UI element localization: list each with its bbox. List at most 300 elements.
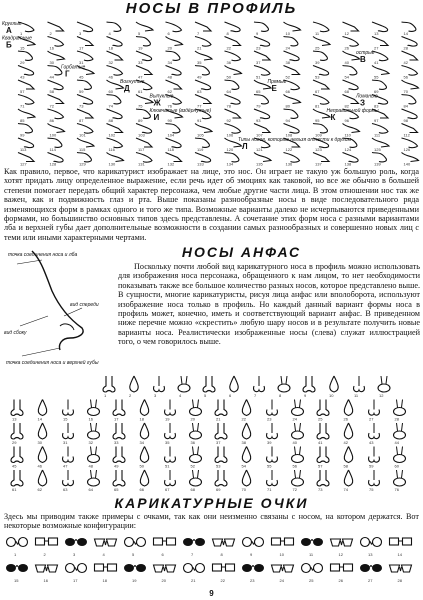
frontal-nose-sketch <box>344 470 352 486</box>
frontal-nose-number: 22 <box>241 416 246 422</box>
profile-nose-sketch <box>77 80 91 89</box>
profile-nose-number: 6 <box>167 31 170 36</box>
frontal-nose-number: 47 <box>63 463 68 469</box>
profile-nose-sketch <box>254 95 268 104</box>
frontal-nose-number: 23 <box>267 416 272 422</box>
frontal-nose-number: 13 <box>12 416 17 422</box>
glasses-number: 22 <box>220 578 225 583</box>
frontal-nose-sketch <box>88 470 100 486</box>
profile-group-letter: Л <box>242 142 248 151</box>
profile-nose-sketch <box>48 95 64 104</box>
profile-nose-number: 71 <box>20 103 25 109</box>
frontal-nose-sketch <box>317 470 329 486</box>
profile-nose-sketch <box>195 95 211 104</box>
profile-nose-number: 44 <box>49 74 54 80</box>
glasses-sketch <box>360 564 382 572</box>
frontal-nose-number: 6 <box>229 393 232 398</box>
frontal-nose-number: 19 <box>165 416 170 422</box>
frontal-nose-number: 34 <box>139 440 144 445</box>
profile-nose-sketch <box>166 153 182 162</box>
profile-nose-number: 117 <box>138 147 145 152</box>
profile-nose-number: 87 <box>79 118 84 123</box>
frontal-nose-sketch <box>11 447 23 463</box>
frontal-nose-number: 64 <box>88 487 93 492</box>
profile-nose-number: 49 <box>197 74 202 80</box>
frontal-nose-number: 67 <box>165 487 170 492</box>
frontal-nose-sketch <box>140 447 148 463</box>
profile-nose-sketch <box>136 66 152 75</box>
frontal-nose-number: 66 <box>139 487 144 492</box>
profile-nose-sketch <box>372 153 386 162</box>
profile-nose-number: 63 <box>197 89 202 94</box>
frontal-nose-number: 63 <box>63 487 68 492</box>
profile-nose-sketch <box>313 37 330 46</box>
profile-nose-number: 86 <box>49 118 54 123</box>
glasses-number: 23 <box>250 578 255 583</box>
glasses-number: 27 <box>368 578 373 583</box>
glasses-sketch <box>390 538 412 545</box>
frontal-nose-number: 42 <box>343 440 348 445</box>
profile-group-letter: З <box>360 98 366 108</box>
profile-nose-sketch <box>254 22 268 31</box>
profile-nose-number: 2 <box>49 31 52 36</box>
frontal-nose-number: 62 <box>37 487 42 492</box>
frontal-nose-sketch <box>113 447 125 463</box>
frontal-nose-sketch <box>63 447 74 463</box>
section-title-glasses: КАРИКАТУРНЫЕ ОЧКИ <box>114 495 309 511</box>
profile-nose-number: 135 <box>256 161 263 166</box>
profile-nose-sketch <box>195 66 209 75</box>
profile-nose-number: 34 <box>167 60 172 65</box>
profile-nose-number: 130 <box>108 161 116 166</box>
profile-nose-number: 35 <box>197 60 202 65</box>
profile-nose-number: 47 <box>138 74 143 80</box>
glasses-number: 24 <box>279 578 284 583</box>
profile-nose-number: 99 <box>20 132 25 138</box>
frontal-nose-number: 18 <box>139 416 144 422</box>
glasses-sketch <box>95 564 117 571</box>
glasses-number: 17 <box>73 578 78 583</box>
frontal-nose-sketch <box>113 423 125 439</box>
profile-group-letter: Е <box>271 84 277 93</box>
glasses-sketch <box>65 538 87 546</box>
profile-nose-number: 45 <box>79 74 84 80</box>
frontal-nose-sketch <box>88 447 100 463</box>
glasses-number: 21 <box>191 578 196 583</box>
profile-nose-number: 38 <box>285 60 290 65</box>
profile-nose-sketch <box>225 37 241 46</box>
profile-nose-number: 88 <box>108 118 113 123</box>
profile-nose-number: 80 <box>285 103 290 109</box>
frontal-nose-sketch <box>38 447 46 463</box>
frontal-nose-number: 29 <box>12 440 17 445</box>
profile-nose-number: 121 <box>256 147 263 152</box>
profile-nose-number: 17 <box>79 45 84 51</box>
frontal-nose-number: 74 <box>343 487 348 492</box>
profile-nose-sketch <box>372 37 388 46</box>
glasses-number: 20 <box>161 578 166 583</box>
profile-nose-number: 113 <box>20 147 27 152</box>
frontal-nose-sketch <box>165 447 176 463</box>
profile-group-name: Круглые <box>2 21 22 27</box>
profile-nose-number: 56 <box>403 74 408 80</box>
frontal-nose-sketch <box>242 423 250 439</box>
profile-nose-number: 8 <box>226 31 229 36</box>
profile-nose-sketch <box>77 109 93 118</box>
glasses-sketch <box>213 564 235 571</box>
frontal-nose-sketch <box>130 376 138 392</box>
profile-group-name: Прямые <box>267 79 287 85</box>
profile-nose-sketch <box>18 80 34 89</box>
frontal-nose-number: 8 <box>279 393 282 398</box>
profile-paragraph: Как правило, первое, что карикатурист изображает на лице, это нос. Он играет не такую уж большую роль, когда хотят придать лицу определенное выражение, если речь идет об эмоциях как таковой, но все же обычно в большей степени помогает передать общий характер персонажа, чем любые другие части лица. В этом отношении нос так же важен, как и подвижность глаз и рта. Выше показаны разнообразные носы в виде последовательного ряда изменяющихся форм в рамках одного и того же типа. Возможные варианты далеко не исчерпываются приведенными формами, но большинство основных типов здесь представлены. А сочетание этих форм носа с разными вариантами лба и верхней губы дает дополнительные возможности в создании самых разнообразных и совершенно новых лиц с теми или иными характерными чертами. <box>4 167 419 242</box>
frontal-nose-number: 53 <box>216 463 221 469</box>
profile-nose-number: 96 <box>344 118 349 123</box>
profile-nose-number: 18 <box>108 45 113 51</box>
glasses-sketch <box>124 564 146 572</box>
frontal-nose-sketch <box>254 376 265 392</box>
profile-nose-number: 28 <box>403 45 408 51</box>
profile-nose-number: 3 <box>79 31 82 36</box>
frontal-nose-number: 65 <box>114 487 119 492</box>
profile-nose-number: 13 <box>374 31 379 36</box>
glasses-sketch <box>36 565 58 572</box>
frontal-noses-grid <box>0 372 423 494</box>
frontal-nose-sketch <box>344 447 352 463</box>
profile-nose-sketch <box>48 66 62 75</box>
frontal-nose-sketch <box>369 447 380 463</box>
frontal-nose-number: 68 <box>190 487 195 492</box>
frontal-nose-sketch <box>317 447 329 463</box>
glasses-number: 11 <box>309 552 314 557</box>
frontal-nose-number: 76 <box>394 487 399 492</box>
frontal-nose-number: 41 <box>318 440 323 445</box>
profile-nose-sketch <box>402 124 418 133</box>
glasses-number: 3 <box>73 552 76 557</box>
profile-group-name: Типы носов, которые нельзя отнести к другим <box>238 137 352 143</box>
profile-nose-sketch <box>136 138 152 147</box>
profile-nose-sketch <box>195 138 209 147</box>
glasses-number: 9 <box>250 552 253 557</box>
glasses-sketch <box>36 538 58 545</box>
frontal-nose-number: 58 <box>343 463 348 469</box>
profile-nose-number: 104 <box>167 132 175 138</box>
profile-nose-sketch <box>48 124 65 133</box>
profile-nose-number: 92 <box>226 118 231 123</box>
glasses-number: 15 <box>14 578 19 583</box>
profile-nose-number: 103 <box>138 132 145 138</box>
profile-nose-number: 114 <box>49 147 56 152</box>
profile-group-letter: Ж <box>153 98 161 108</box>
frontal-nose-sketch <box>190 423 202 439</box>
glasses-sketch <box>154 565 176 572</box>
profile-nose-sketch <box>313 51 327 60</box>
glasses-number: 1 <box>14 552 17 557</box>
profile-nose-number: 57 <box>20 89 25 94</box>
frontal-nose-number: 28 <box>394 416 399 422</box>
profile-nose-sketch <box>166 124 180 133</box>
frontal-nose-sketch <box>242 447 250 463</box>
profile-nose-sketch <box>18 51 32 60</box>
profile-nose-sketch <box>313 124 327 133</box>
profile-nose-number: 59 <box>79 89 84 94</box>
profile-nose-sketch <box>166 37 183 46</box>
profile-nose-sketch <box>195 124 212 133</box>
frontal-nose-sketch <box>140 470 148 486</box>
profile-nose-sketch <box>136 109 150 118</box>
frontal-nose-number: 46 <box>37 463 42 469</box>
glasses-sketch <box>6 564 28 572</box>
frontal-nose-sketch <box>113 400 125 416</box>
profile-nose-number: 89 <box>138 118 143 123</box>
frontal-nose-sketch <box>330 376 338 392</box>
profile-nose-sketch <box>254 153 271 162</box>
profile-nose-number: 118 <box>167 147 174 152</box>
glasses-number: 7 <box>191 552 194 557</box>
profile-nose-number: 112 <box>403 132 410 138</box>
glasses-sketch <box>242 564 264 572</box>
profile-nose-number: 37 <box>256 60 261 65</box>
profile-nose-number: 90 <box>167 118 172 123</box>
profile-nose-number: 110 <box>344 132 351 138</box>
glasses-number: 16 <box>43 578 48 583</box>
profile-nose-number: 65 <box>256 89 261 94</box>
glasses-sketch <box>125 538 146 547</box>
profile-nose-number: 50 <box>226 74 231 80</box>
profile-nose-sketch <box>166 80 182 89</box>
profile-nose-number: 42 <box>403 60 408 65</box>
profile-nose-sketch <box>402 153 419 162</box>
glasses-sketch <box>331 539 353 546</box>
glasses-sketch <box>184 564 205 573</box>
glasses-number: 12 <box>338 552 343 557</box>
profile-nose-number: 48 <box>167 74 172 80</box>
frontal-nose-number: 56 <box>292 463 297 469</box>
frontal-nose-number: 61 <box>12 487 17 492</box>
frontal-nose-sketch <box>278 376 290 392</box>
profile-nose-sketch <box>18 109 35 118</box>
profile-nose-number: 105 <box>197 132 204 138</box>
profile-nose-number: 41 <box>374 60 379 65</box>
frontal-nose-sketch <box>165 470 176 486</box>
frontal-nose-sketch <box>317 400 329 416</box>
frontal-nose-number: 49 <box>114 463 119 469</box>
profile-nose-number: 75 <box>138 103 143 109</box>
profile-group-name: Горбатые <box>61 64 86 71</box>
profile-nose-number: 66 <box>285 89 290 94</box>
profile-nose-sketch <box>48 138 62 147</box>
profile-nose-sketch <box>402 51 418 60</box>
frontal-nose-sketch <box>369 470 380 486</box>
profile-nose-number: 125 <box>374 147 381 152</box>
profile-nose-number: 122 <box>285 147 293 152</box>
frontal-nose-number: 73 <box>318 487 323 492</box>
profile-nose-number: 81 <box>315 103 320 109</box>
frontal-nose-number: 38 <box>241 440 246 445</box>
glasses-number: 26 <box>338 578 343 583</box>
frontal-nose-number: 59 <box>369 463 374 469</box>
frontal-nose-number: 12 <box>379 393 384 398</box>
profile-nose-number: 137 <box>315 161 322 166</box>
frontal-nose-sketch <box>354 376 365 392</box>
profile-nose-number: 15 <box>20 45 25 51</box>
frontal-nose-number: 25 <box>318 416 323 422</box>
glasses-sketch <box>361 538 382 547</box>
frontal-nose-number: 3 <box>154 393 157 398</box>
profile-nose-number: 31 <box>79 60 84 65</box>
frontal-nose-sketch <box>292 423 304 439</box>
frontal-nose-sketch <box>303 376 315 392</box>
glasses-number: 10 <box>279 552 284 557</box>
profile-nose-number: 134 <box>226 161 234 166</box>
profile-group-letter: Г <box>65 69 70 79</box>
profile-nose-number: 14 <box>403 31 408 36</box>
section-title-profile: НОСЫ В ПРОФИЛЬ <box>125 0 298 17</box>
profile-nose-number: 29 <box>20 60 25 65</box>
profile-nose-number: 26 <box>344 45 349 51</box>
frontal-nose-number: 51 <box>165 463 170 469</box>
frontal-nose-sketch <box>190 470 202 486</box>
glasses-sketch <box>390 565 412 572</box>
glasses-sketch <box>272 565 294 572</box>
frontal-nose-sketch <box>88 423 100 439</box>
frontal-nose-number: 60 <box>394 463 399 469</box>
frontal-nose-number: 21 <box>216 416 221 422</box>
nose-diagram <box>2 246 117 366</box>
glasses-sketch <box>95 539 117 546</box>
profile-nose-number: 39 <box>315 60 320 65</box>
frontal-nose-sketch <box>63 423 74 439</box>
frontal-nose-sketch <box>11 400 23 416</box>
profile-nose-number: 25 <box>315 45 320 51</box>
profile-nose-number: 74 <box>108 103 113 109</box>
profile-nose-number: 46 <box>108 74 113 80</box>
profile-nose-number: 73 <box>79 103 84 109</box>
profile-nose-number: 32 <box>108 60 113 65</box>
profile-nose-number: 30 <box>49 60 54 65</box>
glasses-sketch <box>7 538 28 547</box>
profile-nose-number: 11 <box>315 31 320 36</box>
profile-nose-sketch <box>402 80 419 89</box>
diagram-label-side: вид сбоку <box>4 330 27 336</box>
glasses-sketch <box>66 564 87 573</box>
frontal-nose-sketch <box>11 470 23 486</box>
profile-nose-number: 40 <box>344 60 349 65</box>
profile-nose-number: 76 <box>167 103 172 109</box>
profile-nose-number: 101 <box>79 132 86 138</box>
profile-nose-sketch <box>107 153 124 162</box>
glasses-number: 19 <box>132 578 137 583</box>
glasses-number: 13 <box>368 552 373 557</box>
frontal-nose-sketch <box>38 423 46 439</box>
profile-nose-number: 98 <box>403 118 408 123</box>
profile-nose-number: 126 <box>403 147 411 152</box>
profile-nose-number: 43 <box>20 74 25 80</box>
frontal-nose-number: 44 <box>394 440 399 445</box>
profile-nose-sketch <box>166 51 180 60</box>
profile-nose-number: 4 <box>108 31 111 36</box>
frontal-nose-sketch <box>292 400 304 416</box>
profile-nose-number: 91 <box>197 118 202 123</box>
profile-nose-number: 129 <box>79 161 86 166</box>
profile-nose-sketch <box>402 95 416 104</box>
frontal-nose-sketch <box>369 400 380 416</box>
frontal-nose-sketch <box>165 400 176 416</box>
profile-nose-number: 60 <box>108 89 113 94</box>
profile-nose-number: 116 <box>108 147 115 152</box>
frontal-nose-number: 48 <box>88 463 93 469</box>
profile-nose-number: 83 <box>374 103 379 109</box>
glasses-sketch <box>302 564 323 573</box>
frontal-nose-sketch <box>38 400 46 416</box>
profile-nose-sketch <box>284 66 300 75</box>
frontal-nose-number: 5 <box>204 393 207 398</box>
glasses-number: 28 <box>397 578 402 583</box>
frontal-nose-sketch <box>344 400 352 416</box>
frontal-nose-number: 43 <box>369 440 374 445</box>
profile-nose-sketch <box>254 51 270 60</box>
profile-nose-number: 84 <box>403 103 408 109</box>
profile-noses-grid <box>0 16 423 166</box>
frontal-nose-number: 35 <box>165 440 170 445</box>
profile-nose-sketch <box>77 37 93 46</box>
profile-nose-number: 133 <box>197 161 204 166</box>
frontal-paragraph: Поскольку почти любой вид карикатурного носа в профиль можно использовать для изображения носа персонажа, обращенного к нам лицом, то нет необходимости показывать также все большое количество разных носов, которое представлено выше. В сущности, многие карикатуристы, рисуя лица анфас или вполоборота, используют изображение носа только в профиль. Но каждый данный вариант формы носа в профиль может, конечно, иметь и соответствующий вариант анфас. В приведенном ниже перечне можно «скрестить» любую шару носов и в результате получить новые варианты носа. Реалистически изображенные носы (слева) служат иллюстрацией того, о чем говорилось выше. <box>118 262 420 347</box>
frontal-nose-sketch <box>267 400 278 416</box>
frontal-nose-sketch <box>394 400 406 416</box>
frontal-nose-sketch <box>38 470 46 486</box>
frontal-nose-number: 16 <box>88 416 93 422</box>
profile-nose-sketch <box>77 153 91 162</box>
profile-nose-sketch <box>77 138 94 147</box>
profile-nose-sketch <box>195 22 211 31</box>
profile-nose-number: 9 <box>256 31 259 36</box>
profile-nose-sketch <box>225 66 242 75</box>
profile-nose-number: 27 <box>374 45 379 51</box>
frontal-nose-number: 11 <box>354 393 359 398</box>
profile-nose-sketch <box>402 22 416 31</box>
profile-nose-number: 115 <box>79 147 86 152</box>
frontal-nose-sketch <box>344 423 352 439</box>
profile-nose-number: 123 <box>315 147 322 152</box>
frontal-nose-sketch <box>378 376 390 392</box>
profile-group-letter: К <box>330 113 336 122</box>
profile-nose-number: 107 <box>256 132 263 138</box>
frontal-nose-number: 20 <box>190 416 195 422</box>
profile-nose-number: 102 <box>108 132 116 138</box>
profile-group-letter: Б <box>6 40 12 50</box>
profile-nose-number: 16 <box>49 45 54 51</box>
profile-nose-number: 94 <box>285 118 290 123</box>
profile-nose-sketch <box>195 51 212 60</box>
profile-nose-sketch <box>372 80 386 89</box>
profile-group-name: Выпуклые <box>149 93 174 100</box>
profile-nose-sketch <box>313 80 329 89</box>
profile-nose-number: 53 <box>315 74 320 80</box>
profile-nose-sketch <box>343 66 357 75</box>
glasses-number: 6 <box>161 552 164 557</box>
glasses-number: 4 <box>102 552 105 557</box>
profile-nose-number: 124 <box>344 147 352 152</box>
profile-nose-number: 138 <box>344 161 352 166</box>
profile-nose-number: 78 <box>226 103 231 109</box>
profile-nose-number: 54 <box>344 74 349 80</box>
profile-nose-number: 62 <box>167 89 172 94</box>
profile-nose-number: 51 <box>256 74 261 80</box>
frontal-nose-sketch <box>63 400 74 416</box>
glasses-number: 5 <box>132 552 135 557</box>
frontal-nose-sketch <box>394 447 406 463</box>
